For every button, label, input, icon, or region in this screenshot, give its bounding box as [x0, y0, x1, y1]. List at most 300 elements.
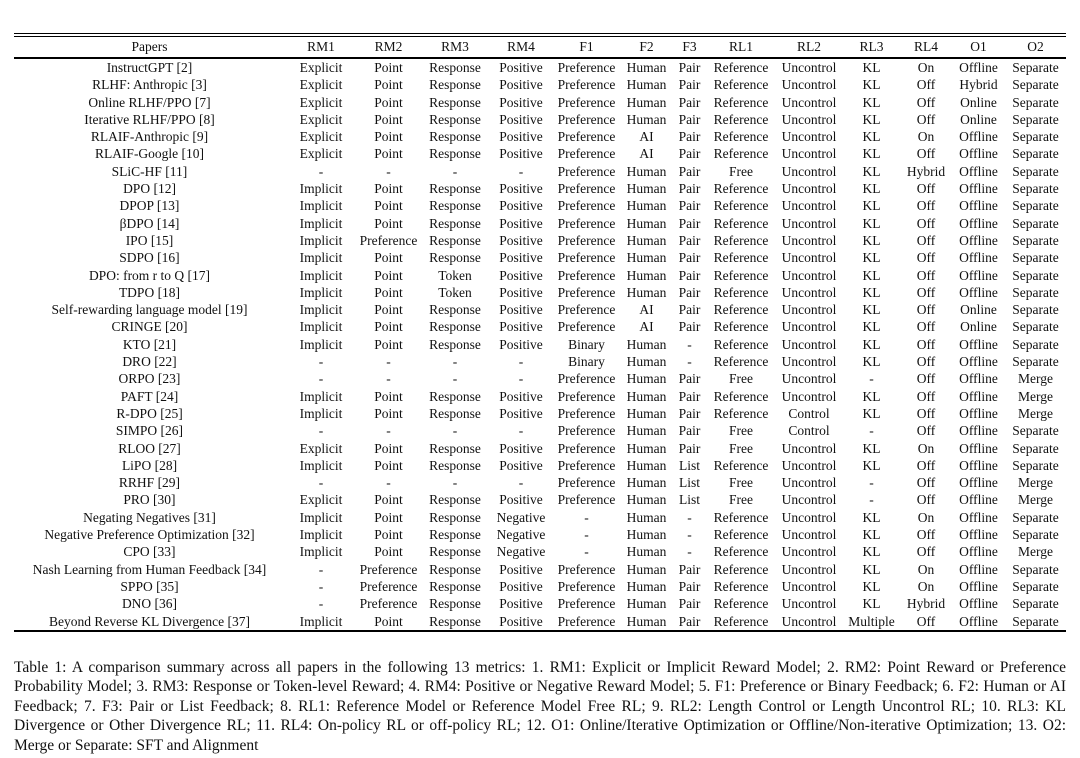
- table-cell: -: [318, 578, 324, 594]
- table-cell: Offline: [959, 561, 998, 577]
- table-cell: Preference: [557, 181, 616, 197]
- table-cell: Uncontrol: [781, 596, 837, 612]
- table-header: [14, 35, 1066, 58]
- table-cell: -: [584, 509, 589, 525]
- table-cell: Human: [626, 284, 667, 300]
- table-cell: Preference: [557, 215, 616, 231]
- table-cell: Reference: [713, 215, 769, 231]
- table-cell: Reference: [713, 388, 769, 404]
- table-cell: Separate: [1012, 215, 1059, 231]
- table-cell: KL: [862, 405, 881, 421]
- table-cell: Separate: [1012, 336, 1059, 352]
- table-cell: Separate: [1012, 302, 1059, 318]
- table-cell: Preference: [557, 388, 616, 404]
- table-cell: Off: [916, 250, 936, 266]
- table-cell: Pair: [678, 181, 701, 197]
- table-cell: Uncontrol: [781, 284, 837, 300]
- table-cell: Point: [374, 77, 403, 93]
- table-cell: KL: [862, 181, 881, 197]
- table-cell: Implicit: [299, 215, 343, 231]
- table-cell: -: [869, 371, 874, 387]
- table-row: [14, 595, 1066, 612]
- paper-name-cell: IPO [15]: [125, 232, 174, 248]
- paper-name-cell: DNO [36]: [121, 596, 178, 612]
- table-cell: Separate: [1005, 613, 1066, 631]
- table-cell: Off: [916, 319, 936, 335]
- column-header: F2: [621, 35, 672, 58]
- table-cell: Response: [429, 405, 481, 421]
- paper-name-cell: DPOP [13]: [119, 198, 180, 214]
- table-cell: Positive: [499, 596, 543, 612]
- table-row: [14, 405, 1066, 422]
- table-cell: Positive: [499, 302, 543, 318]
- table-cell: Off: [916, 94, 936, 110]
- table-cell: Pair: [678, 388, 701, 404]
- table-cell: Uncontrol: [781, 215, 837, 231]
- table-cell: Free: [729, 371, 753, 387]
- table-cell: Offline: [959, 181, 998, 197]
- table-cell: -: [687, 354, 692, 370]
- table-cell: Positive: [490, 613, 552, 631]
- table-cell: Pair: [678, 77, 701, 93]
- table-cell: Reference: [713, 267, 769, 283]
- table-cell: Separate: [1012, 354, 1059, 370]
- paper-name-cell: CRINGE [20]: [111, 319, 188, 335]
- paper-name-cell: R-DPO [25]: [116, 405, 183, 421]
- table-cell: Response: [429, 388, 481, 404]
- table-cell: Human: [626, 475, 667, 491]
- table-cell: Off: [916, 405, 936, 421]
- paper-name-cell: KTO [21]: [122, 336, 177, 352]
- table-cell: Response: [429, 527, 481, 543]
- table-cell: Offline: [959, 544, 998, 560]
- table-cell: Point: [374, 284, 403, 300]
- table-cell: Point: [374, 492, 403, 508]
- table-cell: Preference: [557, 492, 616, 508]
- table-cell: Response: [429, 440, 481, 456]
- table-cell: -: [318, 163, 324, 179]
- paper-name-cell: DPO [12]: [123, 181, 176, 197]
- table-cell: Offline: [959, 250, 998, 266]
- table-row: [14, 543, 1066, 560]
- table-cell: Pair: [678, 578, 701, 594]
- table-cell: Positive: [499, 388, 543, 404]
- table-cell: Positive: [499, 215, 543, 231]
- table-cell: Response: [429, 492, 481, 508]
- table-cell: Implicit: [285, 613, 357, 631]
- table-cell: Offline: [959, 146, 998, 162]
- table-row: [14, 578, 1066, 595]
- table-cell: Separate: [1012, 198, 1059, 214]
- column-header: RL3: [843, 35, 900, 58]
- paper-name-cell: Nash Learning from Human Feedback [34]: [32, 561, 267, 577]
- table-cell: KL: [862, 457, 881, 473]
- table-cell: Uncontrol: [781, 578, 837, 594]
- table-cell: Off: [916, 371, 936, 387]
- table-cell: Human: [626, 544, 667, 560]
- table-cell: Multiple: [843, 613, 900, 631]
- table-cell: Off: [916, 267, 936, 283]
- table-cell: Human: [626, 596, 667, 612]
- table-cell: Response: [429, 198, 481, 214]
- table-cell: KL: [862, 509, 881, 525]
- table-cell: Preference: [557, 423, 616, 439]
- table-cell: Offline: [952, 613, 1005, 631]
- table-cell: Uncontrol: [781, 146, 837, 162]
- table-cell: Point: [374, 388, 403, 404]
- table-cell: Response: [429, 336, 481, 352]
- table-cell: Positive: [499, 578, 543, 594]
- table-cell: Implicit: [299, 527, 343, 543]
- table-cell: Token: [438, 284, 472, 300]
- table-cell: Human: [626, 371, 667, 387]
- table-cell: Offline: [959, 388, 998, 404]
- table-cell: KL: [862, 250, 881, 266]
- table-cell: Pair: [678, 215, 701, 231]
- table-cell: -: [584, 527, 589, 543]
- table-cell: Implicit: [299, 198, 343, 214]
- table-cell: Implicit: [299, 336, 343, 352]
- table-cell: -: [386, 371, 391, 387]
- table-row: [14, 284, 1066, 301]
- table-cell: Human: [626, 440, 667, 456]
- table-cell: Reference: [713, 94, 769, 110]
- table-cell: Uncontrol: [781, 319, 837, 335]
- table-caption: Table 1: A comparison summary across all papers in the following 13 metrics: 1. RM1: Explicit or Implicit Reward Model; 2. RM2: Point Reward or Preference Probability Model; 3. RM3: Response or Token-level Reward; 4. RM4: Positive or Negative Reward Model; 5. F1: Preference or Binary Feedback; 6. F2: Human or AI Feedback; 7. F3: Pair or List Feedback; 8. RL1: Reference Model or Reference Model Free RL; 9. RL2: Length Control or Length Uncontrol RL; 10. RL3: KL Divergence or Other Divergence RL; 11. RL4: On-policy RL or off-policy RL; 12. O1: Online/Iterative Optimization or Offline/Non-iterative Optimization; 13. O2: Merge or Separate: SFT and Alignment: [14, 658, 1066, 754]
- table-row: [14, 301, 1066, 318]
- table-cell: Implicit: [299, 181, 343, 197]
- table-cell: Human: [626, 198, 667, 214]
- table-cell: Point: [374, 215, 403, 231]
- table-row: [14, 353, 1066, 370]
- table-cell: Human: [626, 492, 667, 508]
- table-cell: KL: [862, 146, 881, 162]
- table-cell: Off: [916, 388, 936, 404]
- table-cell: Response: [429, 596, 481, 612]
- table-cell: Positive: [499, 336, 543, 352]
- table-cell: -: [452, 354, 458, 370]
- table-cell: Point: [374, 267, 403, 283]
- table-cell: Uncontrol: [781, 457, 837, 473]
- table-cell: Free: [729, 492, 753, 508]
- table-cell: Offline: [959, 267, 998, 283]
- table-cell: Human: [626, 423, 667, 439]
- table-row: [14, 267, 1066, 284]
- table-cell: -: [386, 354, 391, 370]
- table-cell: Positive: [499, 111, 543, 127]
- table-cell: Binary: [568, 336, 605, 352]
- table-cell: Merge: [1018, 388, 1053, 404]
- table-cell: On: [917, 60, 935, 75]
- table-cell: Preference: [557, 596, 616, 612]
- paper-name-cell: ORPO [23]: [118, 371, 181, 387]
- table-cell: Pair: [678, 198, 701, 214]
- table-cell: Pair: [678, 319, 701, 335]
- paper-name-cell: Iterative RLHF/PPO [8]: [84, 111, 215, 127]
- table-cell: KL: [862, 284, 881, 300]
- table-row: [14, 491, 1066, 508]
- table-cell: Explicit: [299, 94, 343, 110]
- table-cell: Reference: [713, 250, 769, 266]
- table-cell: Offline: [959, 198, 998, 214]
- table-cell: Preference: [557, 475, 616, 491]
- table-cell: Reference: [713, 578, 769, 594]
- table-cell: Uncontrol: [781, 544, 837, 560]
- table-cell: Reference: [713, 354, 769, 370]
- table-cell: Uncontrol: [781, 336, 837, 352]
- table-cell: Separate: [1012, 284, 1059, 300]
- table-cell: AI: [639, 319, 654, 335]
- table-row: [14, 388, 1066, 405]
- table-cell: Separate: [1012, 527, 1059, 543]
- table-cell: KL: [862, 440, 881, 456]
- table-cell: Positive: [499, 250, 543, 266]
- table-cell: -: [687, 336, 692, 352]
- table-cell: Reference: [713, 596, 769, 612]
- table-cell: Response: [429, 146, 481, 162]
- paper-name-cell: SPPO [35]: [120, 578, 179, 594]
- table-cell: -: [386, 423, 391, 439]
- table-cell: Off: [916, 146, 936, 162]
- table-cell: Point: [374, 111, 403, 127]
- table-cell: Uncontrol: [781, 354, 837, 370]
- table-cell: AI: [639, 302, 654, 318]
- table-cell: -: [318, 561, 324, 577]
- table-cell: Hybrid: [906, 163, 946, 179]
- table-cell: Positive: [499, 319, 543, 335]
- table-cell: -: [318, 354, 324, 370]
- table-cell: Separate: [1012, 146, 1059, 162]
- table-cell: Preference: [359, 578, 418, 594]
- table-cell: Response: [429, 129, 481, 145]
- table-cell: Off: [916, 111, 936, 127]
- table-cell: Reference: [713, 509, 769, 525]
- column-header: RM1: [285, 35, 357, 58]
- table-cell: Pair: [678, 284, 701, 300]
- table-cell: KL: [862, 163, 881, 179]
- table-cell: KL: [862, 302, 881, 318]
- table-cell: Positive: [499, 457, 543, 473]
- table-cell: Uncontrol: [781, 371, 837, 387]
- table-cell: Merge: [1018, 371, 1053, 387]
- table-cell: Preference: [557, 561, 616, 577]
- column-header: RL1: [707, 35, 775, 58]
- table-row: [14, 163, 1066, 180]
- table-cell: -: [386, 163, 391, 179]
- table-cell: Reference: [713, 561, 769, 577]
- table-cell: Human: [626, 232, 667, 248]
- table-cell: Uncontrol: [781, 60, 837, 75]
- table-cell: Human: [626, 354, 667, 370]
- column-header: RL4: [900, 35, 952, 58]
- table-cell: Online: [960, 111, 997, 127]
- table-cell: Merge: [1018, 492, 1053, 508]
- paper-name-cell: Online RLHF/PPO [7]: [88, 94, 211, 110]
- table-cell: List: [678, 492, 700, 508]
- table-cell: Preference: [557, 163, 616, 179]
- table-row: [14, 370, 1066, 387]
- table-cell: Pair: [678, 302, 701, 318]
- table-cell: Response: [429, 215, 481, 231]
- table-cell: List: [678, 475, 700, 491]
- table-cell: Merge: [1018, 405, 1053, 421]
- table-cell: -: [318, 596, 324, 612]
- table-cell: Preference: [557, 60, 616, 75]
- table-cell: Offline: [959, 475, 998, 491]
- table-cell: Point: [374, 146, 403, 162]
- table-cell: Reference: [713, 111, 769, 127]
- paper-name-cell: TDPO [18]: [118, 284, 181, 300]
- paper-name-cell: LiPO [28]: [121, 457, 178, 473]
- table-cell: Negative: [496, 509, 546, 525]
- table-cell: Hybrid: [959, 77, 998, 93]
- table-cell: Preference: [359, 561, 418, 577]
- table-cell: Response: [429, 578, 481, 594]
- table-cell: Explicit: [299, 146, 343, 162]
- table-cell: KL: [862, 336, 881, 352]
- table-cell: Pair: [678, 129, 701, 145]
- table-row: [14, 249, 1066, 266]
- table-cell: Human: [626, 111, 667, 127]
- table-cell: Human: [626, 94, 667, 110]
- table-cell: -: [452, 423, 458, 439]
- table-cell: Response: [429, 302, 481, 318]
- table-cell: Point: [374, 129, 403, 145]
- paper-name-cell: InstructGPT [2]: [106, 60, 193, 75]
- table-cell: Pair: [678, 250, 701, 266]
- table-cell: Offline: [959, 163, 998, 179]
- table-cell: Pair: [678, 232, 701, 248]
- table-cell: Preference: [557, 405, 616, 421]
- table-cell: Reference: [713, 319, 769, 335]
- table-cell: Implicit: [299, 267, 343, 283]
- table-cell: On: [917, 561, 935, 577]
- table-cell: Human: [626, 181, 667, 197]
- table-cell: Offline: [959, 596, 998, 612]
- table-cell: Reference: [713, 198, 769, 214]
- table-body: [14, 58, 1066, 631]
- table-cell: Reference: [713, 336, 769, 352]
- table-cell: Uncontrol: [781, 250, 837, 266]
- table-cell: Negative: [496, 527, 546, 543]
- table-cell: Off: [916, 544, 936, 560]
- table-cell: Human: [626, 509, 667, 525]
- table-cell: Reference: [713, 527, 769, 543]
- table-cell: -: [687, 509, 692, 525]
- table-cell: KL: [862, 129, 881, 145]
- table-cell: Merge: [1018, 475, 1053, 491]
- table-cell: Reference: [713, 60, 769, 75]
- table-cell: Pair: [678, 267, 701, 283]
- table-cell: Point: [374, 336, 403, 352]
- table-cell: -: [518, 371, 524, 387]
- table-cell: Preference: [557, 94, 616, 110]
- table-cell: Point: [374, 94, 403, 110]
- table-cell: Pair: [678, 423, 701, 439]
- table-cell: Off: [916, 77, 936, 93]
- table-cell: Uncontrol: [781, 527, 837, 543]
- table-row: [14, 197, 1066, 214]
- table-cell: Online: [960, 302, 997, 318]
- column-header: O1: [952, 35, 1005, 58]
- table-cell: Separate: [1012, 94, 1059, 110]
- table-cell: Separate: [1012, 163, 1059, 179]
- table-cell: KL: [862, 561, 881, 577]
- table-cell: Human: [626, 527, 667, 543]
- table-cell: -: [318, 475, 324, 491]
- table-cell: Preference: [557, 146, 616, 162]
- table-cell: Off: [916, 527, 936, 543]
- table-cell: -: [318, 423, 324, 439]
- table-cell: Preference: [557, 578, 616, 594]
- paper-name-cell: Beyond Reverse KL Divergence [37]: [14, 613, 285, 631]
- table-cell: Separate: [1012, 596, 1059, 612]
- table-row: [14, 318, 1066, 335]
- table-cell: Human: [626, 163, 667, 179]
- table-cell: Positive: [499, 60, 543, 75]
- table-cell: Offline: [959, 354, 998, 370]
- table-cell: -: [518, 354, 524, 370]
- table-cell: Offline: [959, 284, 998, 300]
- table-cell: Human: [626, 578, 667, 594]
- table-cell: Separate: [1012, 578, 1059, 594]
- table-cell: Off: [916, 475, 936, 491]
- table-cell: Point: [374, 440, 403, 456]
- table-cell: Off: [916, 215, 936, 231]
- table-cell: Preference: [557, 319, 616, 335]
- table-cell: Positive: [499, 440, 543, 456]
- table-cell: Offline: [959, 578, 998, 594]
- table-cell: -: [869, 423, 874, 439]
- table-cell: Separate: [1012, 129, 1059, 145]
- table-cell: -: [318, 371, 324, 387]
- table-cell: AI: [639, 146, 654, 162]
- table-cell: Free: [729, 163, 753, 179]
- table-row: [14, 457, 1066, 474]
- table-cell: Uncontrol: [781, 475, 837, 491]
- table-cell: Separate: [1012, 77, 1059, 93]
- table-cell: Point: [374, 509, 403, 525]
- table-cell: Free: [729, 475, 753, 491]
- table-cell: KL: [862, 232, 881, 248]
- table-cell: On: [917, 129, 935, 145]
- table-cell: Positive: [499, 129, 543, 145]
- table-cell: Preference: [557, 250, 616, 266]
- table-cell: Offline: [959, 232, 998, 248]
- paper-name-cell: PRO [30]: [123, 492, 176, 508]
- table-cell: Human: [626, 267, 667, 283]
- table-cell: Explicit: [299, 492, 343, 508]
- table-cell: Preference: [557, 457, 616, 473]
- table-row: [14, 440, 1066, 457]
- table-cell: Preference: [557, 77, 616, 93]
- table-cell: Positive: [499, 77, 543, 93]
- table-cell: Response: [429, 250, 481, 266]
- table-cell: Control: [788, 423, 830, 439]
- table-cell: Pair: [678, 596, 701, 612]
- table-cell: Uncontrol: [781, 77, 837, 93]
- table-cell: Implicit: [299, 388, 343, 404]
- table-cell: Reference: [713, 232, 769, 248]
- column-header: RL2: [775, 35, 843, 58]
- table-cell: Preference: [557, 371, 616, 387]
- table-cell: Separate: [1012, 440, 1059, 456]
- table-cell: Positive: [499, 492, 543, 508]
- table-cell: Uncontrol: [781, 267, 837, 283]
- table-cell: Offline: [959, 60, 998, 75]
- table-cell: Human: [626, 388, 667, 404]
- table-cell: Free: [729, 423, 753, 439]
